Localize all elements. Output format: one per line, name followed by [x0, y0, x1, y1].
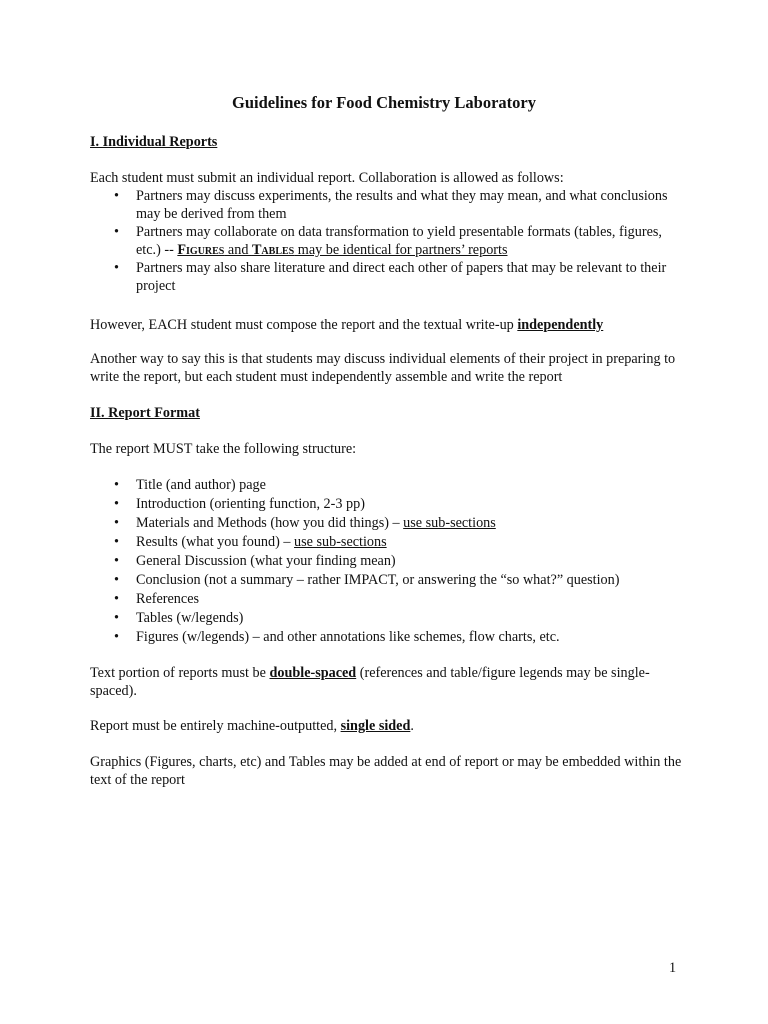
list-item: • Materials and Methods (how you did things) – use sub-sections: [90, 514, 690, 533]
collaboration-list: [90, 187, 690, 295]
machine-output-paragraph: Report must be entirely machine-outputted, single sided.: [90, 718, 414, 734]
single-sided-emphasis: single sided: [340, 718, 411, 734]
list-item: • Conclusion (not a summary – rather IMPACT, or answering the “so what?” question): [90, 571, 690, 590]
another-paragraph: Another way to say this is that students may discuss individual elements of their project in preparing to write the report, but each student must independently assemble and write the report: [90, 351, 676, 385]
document-title: Guidelines for Food Chemistry Laboratory: [231, 93, 537, 112]
list-item: • Figures (w/legends) – and other annotations like schemes, flow charts, etc.: [90, 628, 690, 647]
list-item: • Tables (w/legends): [90, 609, 690, 628]
however-paragraph: However, EACH student must compose the report and the textual write-up independently: [90, 317, 604, 333]
structure-list-block: [90, 476, 690, 647]
list-item: • Results (what you found) – use sub-sections: [90, 533, 690, 552]
list-item: • Partners may also share literature and direct each other of papers that may be relevant to their project: [90, 259, 690, 295]
section1-intro: Each student must submit an individual report. Collaboration is allowed as follows:: [90, 170, 564, 186]
list-item: • General Discussion (what your finding mean): [90, 552, 690, 571]
figures-emphasis: Figures: [177, 242, 225, 258]
list-item: • Title (and author) page: [90, 476, 690, 495]
tables-emphasis: Tables: [251, 242, 295, 258]
double-spaced-emphasis: double-spaced: [269, 665, 357, 681]
independently-emphasis: independently: [517, 317, 604, 333]
list-item: • References: [90, 590, 690, 609]
structure-list: [90, 476, 690, 647]
graphics-paragraph: Graphics (Figures, charts, etc) and Tables may be added at end of report or may be embedded within the text of the report: [90, 754, 682, 788]
section2-intro: The report MUST take the following structure:: [90, 441, 357, 457]
section2-heading: II. Report Format: [90, 405, 200, 421]
page-number: 1: [669, 960, 677, 976]
list-item: • Partners may collaborate on data transformation to yield presentable formats (tables, figures, etc.) -- Figures and Tables may be identical for partners’ reports: [90, 223, 690, 259]
section1-heading: I. Individual Reports: [90, 134, 218, 150]
section1-body: [90, 169, 690, 295]
list-item: • Introduction (orienting function, 2-3 pp): [90, 495, 690, 514]
list-item: • Partners may discuss experiments, the results and what they may mean, and what conclusions may be derived from them: [90, 187, 690, 223]
text-portion-paragraph: Text portion of reports must be double-spaced (references and table/figure legends may be single-spaced).: [90, 665, 650, 699]
